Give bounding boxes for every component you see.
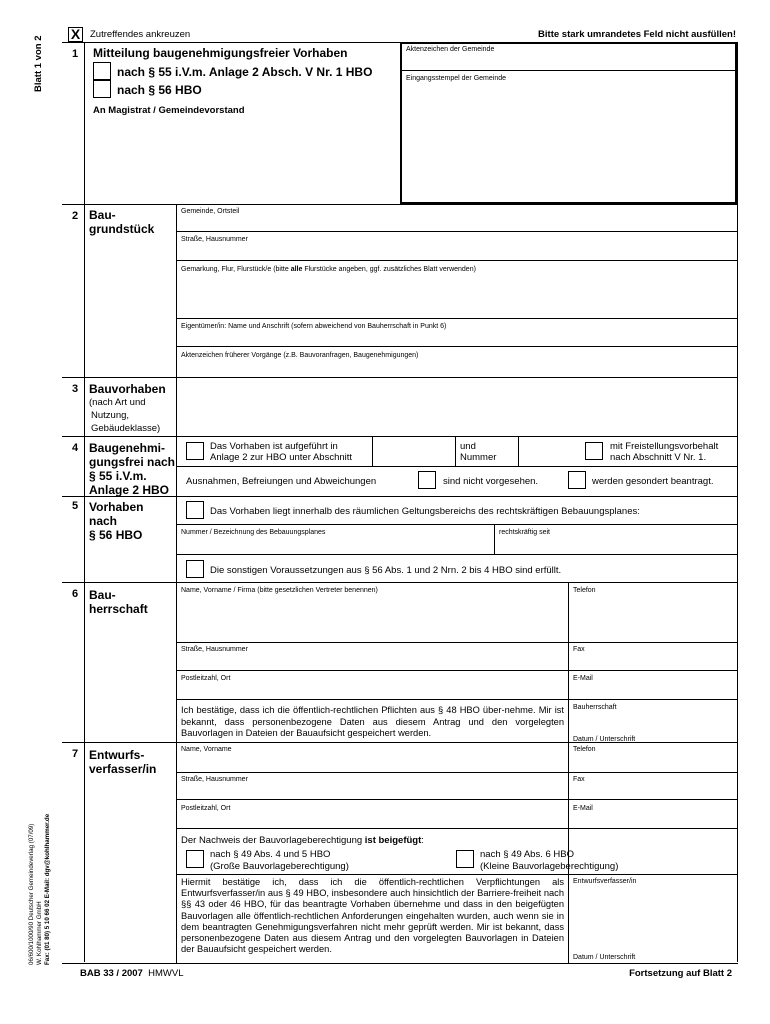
section-6-title-line-1: Bau-	[89, 588, 116, 602]
divider	[176, 874, 738, 875]
official-box-divider	[402, 70, 735, 71]
small-qualification-line-1: nach § 49 Abs. 6 HBO	[480, 849, 575, 860]
section-3-subtitle-2: Nutzung,	[91, 410, 130, 421]
owner-field[interactable]	[177, 332, 737, 345]
checkbox-conditions-met[interactable]	[186, 560, 204, 578]
form-number: BAB 33 / 2007	[80, 968, 143, 979]
owner-street-field[interactable]	[177, 655, 567, 669]
owner-signature-date-label: Datum / Unterschrift	[573, 736, 636, 743]
section-4-title-line-4: Anlage 2 HBO	[89, 483, 170, 497]
divider	[176, 828, 738, 829]
large-qualification-line-1: nach § 49 Abs. 4 und 5 HBO	[210, 849, 331, 860]
owner-email-label: E-Mail	[573, 675, 593, 682]
section-4-title-line-2: gungsfrei nach	[89, 455, 176, 469]
section-6-number: 6	[72, 588, 79, 600]
small-qualification-line-2: (Kleine Bauvorlageberechtigung)	[480, 861, 619, 872]
parcel-field-label	[181, 265, 476, 274]
annex-number-field[interactable]	[519, 437, 585, 465]
large-qualification-line-2: (Große Bauvorlageberechtigung)	[210, 861, 349, 872]
divider	[176, 231, 738, 232]
publisher-contact: Fax: (01 80) 5 10 66 02 E-Mail: dgv@kohlhammer.de	[44, 813, 51, 965]
municipality-field[interactable]	[177, 216, 737, 230]
plan-legal-since-field[interactable]	[495, 537, 736, 553]
section-1-number: 1	[72, 48, 79, 60]
exceptions-none-label: sind nicht vorgesehen.	[443, 476, 539, 487]
owner-name-field[interactable]	[177, 596, 567, 641]
continuation-note: Fortsetzung auf Blatt 2	[629, 968, 732, 979]
section-5-title-line-2: nach	[89, 514, 118, 528]
proof-text-c: :	[421, 835, 424, 846]
designer-phone-field[interactable]	[569, 755, 736, 771]
parcel-label-a: Gemarkung, Flur, Flurstück/e (bitte	[181, 266, 291, 273]
owner-phone-field[interactable]	[569, 596, 736, 641]
designer-fax-label: Fax	[573, 776, 585, 783]
designer-name-field[interactable]	[177, 755, 567, 771]
proof-text-emphasis: ist beigefügt	[364, 835, 422, 846]
parcel-label-c: Flurstücke angeben, ggf. zusätzliches Blatt verwenden)	[302, 266, 476, 273]
owner-fax-field[interactable]	[569, 655, 736, 669]
plot-street-field[interactable]	[177, 244, 737, 259]
section-3-title: Bauvorhaben	[89, 382, 166, 396]
do-not-fill-notice: Bitte stark umrandetes Feld nicht ausfüllen!	[538, 29, 736, 40]
number-column-divider	[84, 42, 85, 962]
publisher-line-2: W. Kohlhammer GmbH	[36, 901, 43, 965]
prior-cases-field[interactable]	[177, 361, 737, 376]
municipality-file-ref-label: Aktenzeichen der Gemeinde	[406, 46, 495, 53]
divider	[176, 318, 738, 319]
owner-phone-label: Telefon	[573, 587, 596, 594]
divider	[176, 642, 738, 643]
divider	[176, 524, 738, 525]
section-2-title-line-1: Bau-	[89, 208, 116, 222]
section-6-top	[62, 582, 738, 583]
owner-name-label: Name, Vorname / Firma (bitte gesetzlichen Vertreter benennen)	[181, 587, 378, 594]
divider	[176, 670, 738, 671]
example-checkbox-x: X	[68, 27, 83, 42]
owner-zip-city-label: Postleitzahl, Ort	[181, 675, 231, 682]
section-4-title-line-3: § 55 i.V.m.	[89, 469, 147, 483]
municipality-field-label: Gemeinde, Ortsteil	[181, 208, 240, 215]
section-1-title: Mitteilung baugenehmigungsfreier Vorhaben	[93, 46, 348, 60]
number-label: Nummer	[460, 452, 497, 463]
divider	[455, 436, 456, 466]
section-7-top	[62, 742, 738, 743]
designer-zip-city-label: Postleitzahl, Ort	[181, 805, 231, 812]
owner-signature-field[interactable]	[569, 712, 736, 732]
designer-zip-city-field[interactable]	[177, 814, 567, 827]
section-7-number: 7	[72, 748, 79, 760]
checkbox-notice-56[interactable]	[93, 80, 111, 98]
owner-signature-label: Bauherrschaft	[573, 704, 617, 711]
plot-street-field-label: Straße, Hausnummer	[181, 236, 248, 243]
owner-field-label: Eigentümer/in: Name und Anschrift (sofern abweichend von Bauherrschaft in Punkt 6)	[181, 323, 447, 330]
plan-number-field[interactable]	[177, 537, 493, 553]
checkbox-exceptions-separate[interactable]	[568, 471, 586, 489]
section-2-title-line-2: grundstück	[89, 222, 155, 236]
receipt-stamp-label: Eingangsstempel der Gemeinde	[406, 75, 507, 82]
addressee-label: An Magistrat / Gemeindevorstand	[93, 105, 245, 116]
form-bottom-border	[62, 963, 738, 964]
divider	[176, 466, 738, 467]
section-5-title-line-1: Vorhaben	[89, 500, 144, 514]
plan-number-label: Nummer / Bezeichnung des Bebauungsplanes	[181, 529, 326, 536]
section-7-title-line-2: verfasser/in	[89, 762, 157, 776]
annex-section-field[interactable]	[373, 437, 455, 465]
proof-text-a: Der Nachweis der Bauvorlageberechtigung	[181, 835, 365, 846]
designer-phone-label: Telefon	[573, 746, 596, 753]
publisher-line-1: 06/600/1000/90 Deutscher Gemeindeverlag (07/09)	[28, 823, 35, 965]
designer-signature-date-label: Datum / Unterschrift	[573, 954, 636, 961]
designer-street-field[interactable]	[177, 785, 567, 798]
checkbox-exceptions-none[interactable]	[418, 471, 436, 489]
designer-fax-field[interactable]	[569, 785, 736, 798]
checkbox-exemption-reservation[interactable]	[585, 442, 603, 460]
section-7-title-line-1: Entwurfs-	[89, 748, 145, 762]
section-4-number: 4	[72, 442, 79, 454]
page-indicator: Blatt 1 von 2	[33, 35, 44, 92]
designer-declaration: Hiermit bestätige ich, dass ich die öffentlich-rechtlichen Verpflichtungen als Entwurfsverfasser/in aus § 49 HBO, insbesondere auch hinsichtlich der Barriere-freiheit nach §§ 43 oder 46 HBO, für das beantragte Vorhaben übernehme und dass in den beigefügten Bauvorlagen alle öffentlich-rechtlichen Anforderungen eingehalten wurden, auch wenn sie in dem beantragten Genehmigungsverfahren nicht mehr geprüft werden. Mir ist bekannt, dass personenbezogene Daten aus diesem Antrag und den vorgelegten Bauvorlagen in Dateien der Bauaufsicht gespeichert werden.	[181, 877, 564, 955]
form-publisher-code: HMWVL	[148, 968, 184, 979]
conditions-met-label: Die sonstigen Voraussetzungen aus § 56 Abs. 1 und 2 Nrn. 2 bis 4 HBO sind erfüllt.	[210, 565, 562, 576]
divider	[176, 799, 738, 800]
municipality-file-ref-field[interactable]	[402, 54, 735, 70]
section-4-title-line-1: Baugenehmi-	[89, 441, 166, 455]
divider	[176, 772, 738, 773]
designer-signature-field[interactable]	[569, 887, 736, 949]
section-5-title-line-3: § 56 HBO	[89, 528, 143, 542]
section-3-subtitle-1: (nach Art und	[89, 397, 146, 408]
checkbox-large-qualification[interactable]	[186, 850, 204, 868]
owner-declaration: Ich bestätige, dass ich die öffentlich-rechtlichen Pflichten aus § 48 HBO über-nehme. Mir ist bekannt, dass personenbezogene Daten aus diesem Antrag und den vorgelegten Bauvorlagen in Dateien der Bauaufsicht gespeichert werden.	[181, 705, 564, 739]
designer-street-label: Straße, Hausnummer	[181, 776, 248, 783]
and-label: und	[460, 441, 476, 452]
divider	[176, 699, 738, 700]
plan-area-label: Das Vorhaben liegt innerhalb des räumlichen Geltungsbereichs des rechtskräftigen Bebauungsplanes:	[210, 506, 640, 517]
form-right-border	[737, 42, 738, 962]
designer-name-label: Name, Vorname	[181, 746, 232, 753]
exceptions-separate-label: werden gesondert beantragt.	[592, 476, 714, 487]
section-2-top	[62, 204, 738, 205]
reservation-line-1: mit Freistellungsvorbehalt	[610, 441, 719, 452]
project-description-field[interactable]	[177, 378, 737, 435]
section-5-top	[62, 496, 738, 497]
divider	[176, 260, 738, 261]
prior-cases-field-label: Aktenzeichen früherer Vorgänge (z.B. Bauvoranfragen, Baugenehmigungen)	[181, 352, 419, 359]
checkbox-notice-55[interactable]	[93, 62, 111, 80]
form-identifier	[80, 968, 184, 980]
option-56-label: nach § 56 HBO	[117, 83, 202, 97]
applicable-instruction: Zutreffendes ankreuzen	[90, 29, 191, 40]
owner-email-field[interactable]	[569, 684, 736, 698]
owner-street-label: Straße, Hausnummer	[181, 646, 248, 653]
reservation-line-2: nach Abschnitt V Nr. 1.	[610, 452, 707, 463]
owner-zip-city-field[interactable]	[177, 684, 567, 698]
designer-email-label: E-Mail	[573, 805, 593, 812]
designer-signature-label: Entwurfsverfasser/in	[573, 878, 637, 885]
section-2-number: 2	[72, 210, 79, 222]
section-6-title-line-2: herrschaft	[89, 602, 148, 616]
parcel-label-emphasis: alle	[290, 266, 303, 273]
divider	[176, 554, 738, 555]
checkbox-annex-2[interactable]	[186, 442, 204, 460]
section-3-subtitle-3: Gebäudeklasse)	[91, 423, 161, 434]
option-55-label: nach § 55 i.V.m. Anlage 2 Absch. V Nr. 1 HBO	[117, 65, 373, 79]
designer-email-field[interactable]	[569, 814, 736, 827]
checkbox-plan-area[interactable]	[186, 501, 204, 519]
section-3-number: 3	[72, 383, 79, 395]
section-5-number: 5	[72, 500, 79, 512]
checkbox-small-qualification[interactable]	[456, 850, 474, 868]
qualification-proof-label	[181, 835, 424, 847]
annex-2-line-1: Das Vorhaben ist aufgeführt in	[210, 441, 338, 452]
annex-2-line-2: Anlage 2 zur HBO unter Abschnitt	[210, 452, 353, 463]
plan-legal-since-label: rechtskräftig seit	[499, 529, 550, 536]
parcel-field[interactable]	[177, 276, 737, 316]
exceptions-label: Ausnahmen, Befreiungen und Abweichungen	[186, 476, 377, 487]
divider	[176, 346, 738, 347]
owner-fax-label: Fax	[573, 646, 585, 653]
